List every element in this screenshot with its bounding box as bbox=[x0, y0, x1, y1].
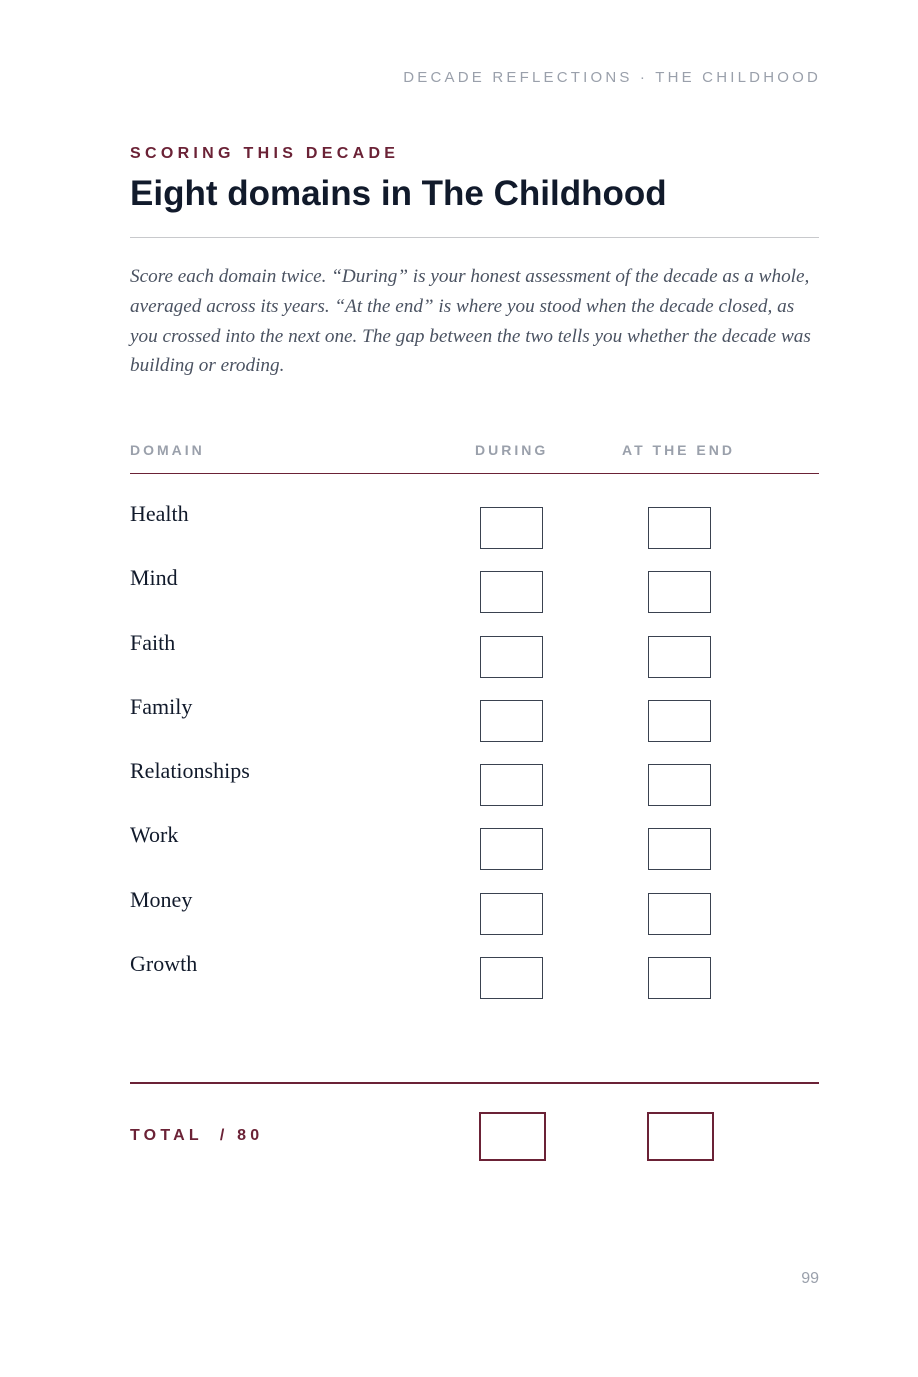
mind-during-score-box[interactable] bbox=[480, 571, 543, 613]
running-head: DECADE REFLECTIONS · THE CHILDHOOD bbox=[403, 69, 821, 86]
table-row bbox=[130, 821, 819, 885]
table-row bbox=[130, 757, 819, 821]
table-row bbox=[130, 500, 819, 564]
total-during-score-box[interactable] bbox=[479, 1112, 546, 1161]
title-divider bbox=[130, 237, 819, 238]
relationships-during-score-box[interactable] bbox=[480, 764, 543, 806]
domain-label-relationships: Relationships bbox=[130, 758, 250, 784]
column-header-at-the-end: AT THE END bbox=[622, 442, 735, 458]
domain-label-money: Money bbox=[130, 886, 193, 912]
column-header-domain: DOMAIN bbox=[130, 442, 205, 458]
domain-label-growth: Growth bbox=[130, 951, 198, 977]
work-during-score-box[interactable] bbox=[480, 828, 543, 870]
money-at-the-end-score-box[interactable] bbox=[648, 893, 711, 935]
relationships-at-the-end-score-box[interactable] bbox=[648, 764, 711, 806]
health-during-score-box[interactable] bbox=[480, 507, 543, 549]
section-eyebrow: SCORING THIS DECADE bbox=[130, 145, 400, 162]
growth-during-score-box[interactable] bbox=[480, 957, 543, 999]
domain-label-family: Family bbox=[130, 693, 193, 719]
domain-label-health: Health bbox=[130, 501, 189, 526]
total-label: TOTAL / 80 bbox=[130, 1127, 264, 1144]
table-row bbox=[130, 886, 819, 950]
total-at-the-end-score-box[interactable] bbox=[647, 1112, 714, 1161]
table-row bbox=[130, 950, 819, 1014]
domain-label-work: Work bbox=[130, 822, 179, 848]
domain-label-mind: Mind bbox=[130, 565, 178, 591]
work-at-the-end-score-box[interactable] bbox=[648, 828, 711, 870]
money-during-score-box[interactable] bbox=[480, 893, 543, 935]
page-title: Eight domains in The Childhood bbox=[130, 174, 667, 213]
header-divider bbox=[130, 473, 819, 474]
intro-paragraph: Score each domain twice. “During” is your honest assessment of the decade as a whole, averaged across its years. “At the end” is where you stood when the decade closed, as you crossed into the next one. The gap between the two tells you whether the decade was building or eroding. bbox=[130, 266, 811, 377]
domain-label-faith: Faith bbox=[130, 629, 176, 655]
page-number: 99 bbox=[801, 1270, 819, 1287]
growth-at-the-end-score-box[interactable] bbox=[648, 957, 711, 999]
family-at-the-end-score-box[interactable] bbox=[648, 700, 711, 742]
mind-at-the-end-score-box[interactable] bbox=[648, 571, 711, 613]
table-row bbox=[130, 693, 819, 757]
health-at-the-end-score-box[interactable] bbox=[648, 507, 711, 549]
table-row bbox=[130, 564, 819, 628]
column-header-during: DURING bbox=[475, 442, 549, 458]
domain-score-table bbox=[130, 500, 819, 1014]
faith-at-the-end-score-box[interactable] bbox=[648, 636, 711, 678]
table-row bbox=[130, 629, 819, 693]
total-divider bbox=[130, 1082, 819, 1084]
faith-during-score-box[interactable] bbox=[480, 636, 543, 678]
family-during-score-box[interactable] bbox=[480, 700, 543, 742]
